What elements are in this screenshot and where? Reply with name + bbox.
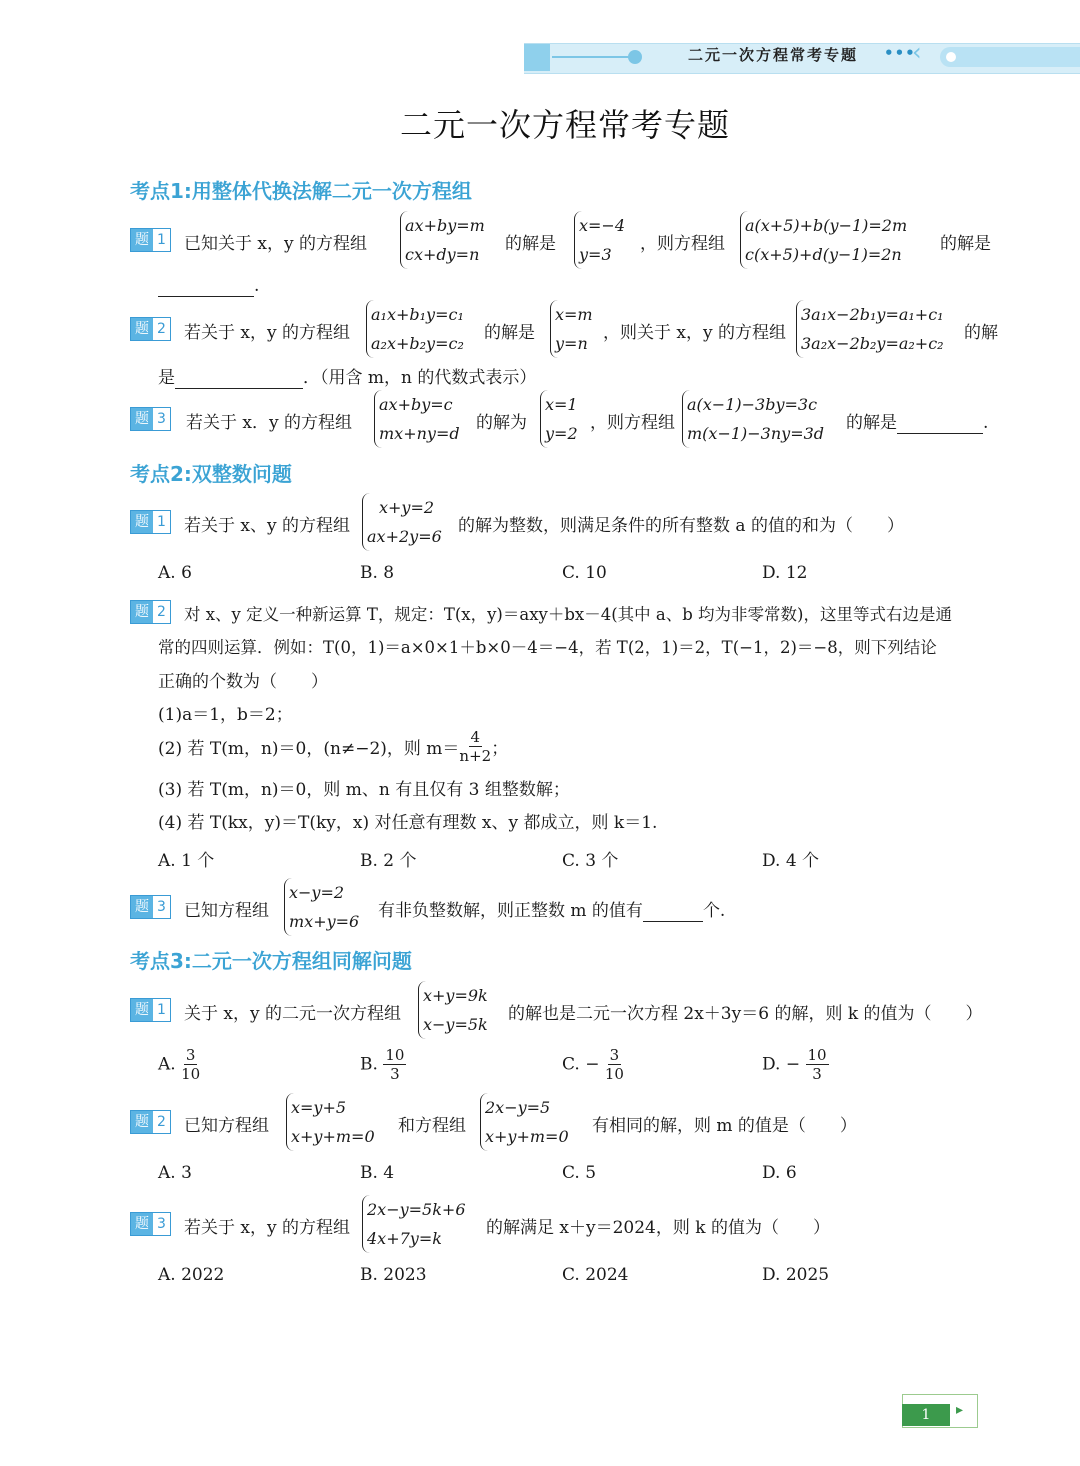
equation-system: a₁x+b₁y=c₁ a₂x+b₂y=c₂ [366, 300, 464, 358]
problem-text: 已知方程组 [184, 1116, 269, 1136]
problem-text: 的解是 [505, 234, 556, 254]
equation-system: x−y=2 mx+y=6 [284, 878, 359, 936]
option-d: D. 6 [762, 1163, 797, 1183]
option-d: D. 4 个 [762, 851, 820, 871]
problem-text: 和方程组 [398, 1116, 466, 1136]
problem-tag: 题 2 [130, 1110, 171, 1134]
option-c: C. 2024 [562, 1265, 629, 1285]
option-a: A. 1 个 [158, 851, 215, 871]
problem-tag: 题 3 [130, 1212, 171, 1236]
option-b: B. 8 [360, 563, 395, 583]
equation-system: 3a₁x−2b₁y=a₁+c₁ 3a₂x−2b₂y=a₂+c₂ [796, 300, 944, 358]
problem-text: 若关于 x，y 的方程组 [184, 1218, 350, 1238]
condition-1: (1)a＝1，b＝2； [158, 705, 293, 725]
equation-system: a(x−1)−3by=3c m(x−1)−3ny=3d [682, 390, 824, 448]
problem-text: 的解满足 x＋y＝2024，则 k 的值为（ ） [486, 1218, 830, 1238]
condition-2: (2) 若 T(m，n)＝0，(n≠−2)，则 m＝ $\frac{4}{n+2}$ ； [158, 728, 509, 765]
equation-system: x=m y=n [550, 300, 593, 358]
option-a: A. 2022 [158, 1265, 225, 1285]
arrow-right-icon: ▸ [956, 1402, 964, 1418]
equation-system: x=1 y=2 [540, 390, 578, 448]
option-c: C. 3 个 [562, 851, 619, 871]
header-block [524, 44, 550, 71]
problem-text: ，则关于 x，y 的方程组 [603, 323, 786, 343]
option-d: D. 12 [762, 563, 808, 583]
problem-text: 若关于 x、y 的方程组 [184, 516, 350, 536]
problem-text: 若关于 x．y 的方程组 [186, 413, 352, 433]
problem-text: 的解是 . [846, 413, 989, 433]
equation-system: 2x−y=5 x+y+m=0 [480, 1093, 569, 1151]
option-a: A. 3 [158, 1163, 192, 1183]
problem-text: 有非负整数解，则正整数 m 的值有 个. [378, 901, 726, 921]
problem-text: 的解也是二元一次方程 2x＋3y＝6 的解，则 k 的值为（ ） [508, 1004, 983, 1024]
problem-text: 的解是 [940, 234, 991, 254]
equation-system: x+y=2 ax+2y=6 [362, 493, 442, 551]
equation-system: ax+by=c mx+ny=d [374, 390, 460, 448]
option-c: C. − $\frac{3}{10}$ [562, 1046, 624, 1083]
header-line [552, 56, 630, 58]
condition-4: (4) 若 T(kx，y)＝T(ky，x) 对任意有理数 x、y 都成立，则 k＝1. [158, 813, 658, 833]
option-d: D. − $\frac{10}{3}$ [762, 1046, 827, 1083]
option-b: B. $\frac{10}{3}$ [360, 1046, 405, 1083]
problem-text: 的解为 [476, 413, 527, 433]
problem-text: 若关于 x，y 的方程组 [184, 323, 350, 343]
problem-text: 有相同的解，则 m 的值是（ ） [592, 1116, 857, 1136]
problem-tag: 题 2 [130, 317, 171, 341]
problem-text: 的解为整数，则满足条件的所有整数 a 的值的和为（ ） [458, 516, 904, 536]
option-a: A. 6 [158, 563, 192, 583]
answer-blank: . [158, 276, 259, 297]
problem-tag: 题 1 [130, 510, 171, 534]
section-title-1: 考点1:用整体代换法解二元一次方程组 [130, 179, 472, 203]
equation-system: 2x−y=5k+6 4x+7y=k [362, 1195, 466, 1253]
section-title-2: 考点2:双整数问题 [130, 462, 292, 486]
header-dots-icon: ••• [884, 44, 916, 62]
equation-system: ax+by=m cx+dy=n [400, 211, 485, 269]
option-d: D. 2025 [762, 1265, 830, 1285]
problem-text: 对 x、y 定义一种新运算 T，规定：T(x，y)＝axy＋bx－4(其中 a、b 均为非零常数)，这里等式右边是通 [184, 605, 952, 624]
option-b: B. 2023 [360, 1265, 427, 1285]
problem-text: 的解 [964, 323, 998, 343]
problem-text: 正确的个数为（ ） [158, 672, 328, 692]
problem-text: 是 ．（用含 m，n 的代数式表示） [158, 368, 537, 388]
problem-tag: 题 1 [130, 228, 171, 252]
problem-text: 常的四则运算．例如：T(0，1)＝a×0×1＋b×0－4＝−4，若 T(2，1)＝2，T(−1，2)＝−8，则下列结论 [158, 638, 937, 657]
problem-text: 的解是 [484, 323, 535, 343]
option-b: B. 4 [360, 1163, 395, 1183]
page-number: 1 [902, 1404, 950, 1426]
problem-text: 已知关于 x，y 的方程组 [184, 234, 367, 254]
section-title-3: 考点3:二元一次方程组同解问题 [130, 949, 412, 973]
condition-3: (3) 若 T(m，n)＝0，则 m、n 有且仅有 3 组整数解； [158, 780, 570, 800]
problem-text: 关于 x，y 的二元一次方程组 [184, 1004, 401, 1024]
header-dot-icon [628, 50, 642, 64]
problem-tag: 题 3 [130, 407, 171, 431]
problem-tag: 题 2 [130, 600, 171, 624]
problem-tag: 题 1 [130, 998, 171, 1022]
equation-system: x=y+5 x+y+m=0 [286, 1093, 375, 1151]
option-c: C. 5 [562, 1163, 597, 1183]
equation-system: x+y=9k x−y=5k [418, 981, 488, 1039]
problem-text: 已知方程组 [184, 901, 269, 921]
running-title: 二元一次方程常考专题 [688, 46, 859, 64]
page-title: 二元一次方程常考专题 [399, 106, 730, 144]
chevron-left-icon: ‹ [912, 38, 922, 66]
option-a: A. $\frac{3}{10}$ [158, 1046, 201, 1083]
header-tail-dot-icon [946, 52, 956, 62]
option-b: B. 2 个 [360, 851, 417, 871]
header-tail [940, 47, 1080, 67]
equation-system: a(x+5)+b(y−1)=2m c(x+5)+d(y−1)=2n [740, 211, 907, 269]
problem-text: ，则方程组 [590, 413, 675, 433]
equation-system: x=−4 y=3 [574, 211, 625, 269]
problem-tag: 题 3 [130, 895, 171, 919]
problem-text: ，则方程组 [640, 234, 725, 254]
option-c: C. 10 [562, 563, 607, 583]
